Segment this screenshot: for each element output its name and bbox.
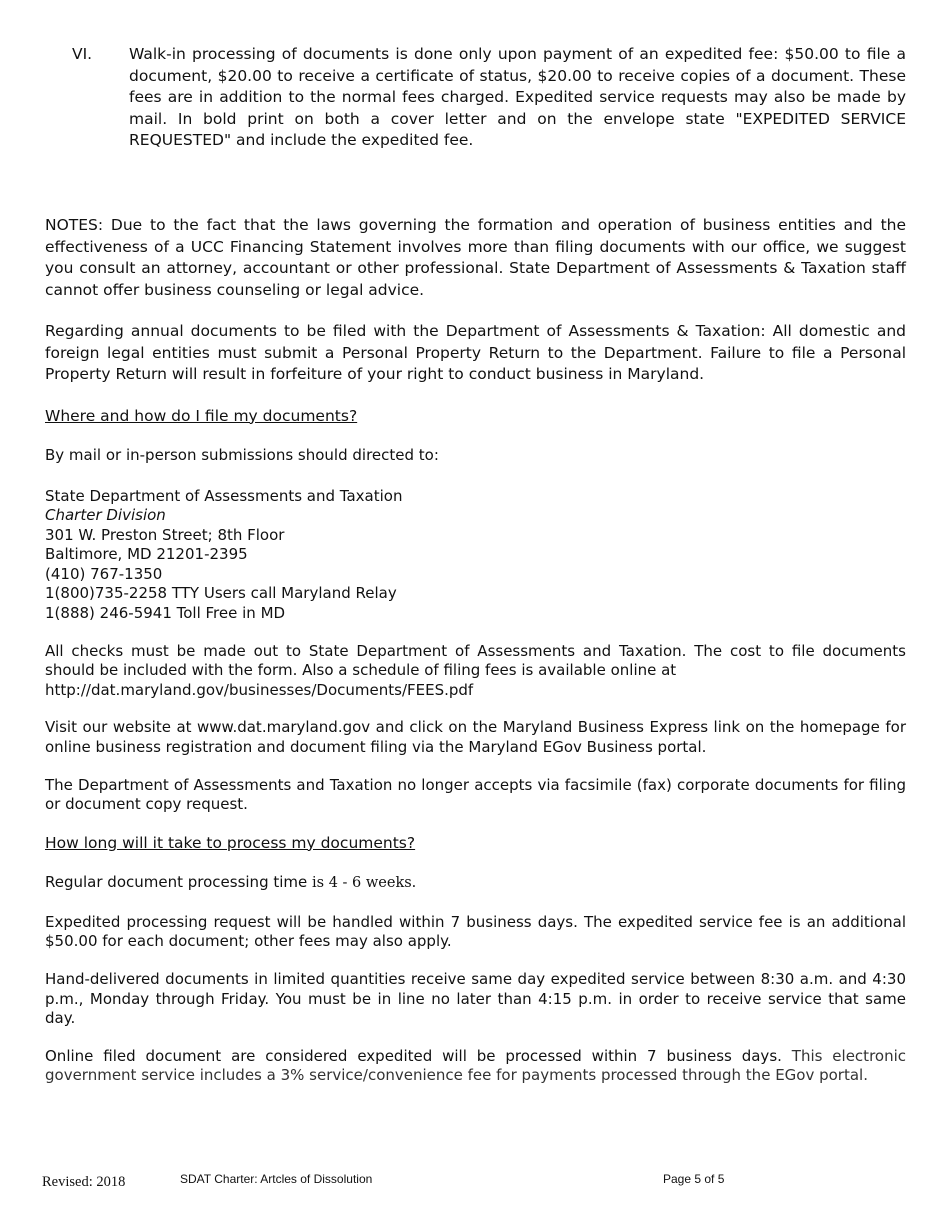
where-heading: Where and how do I file my documents?: [45, 406, 358, 425]
website-paragraph: Visit our website at www.dat.maryland.gov and click on the Maryland Business Express link on the homepage for online business registration and document filing via the Maryland EGov Business portal.: [45, 718, 906, 757]
numbered-item-vi: [72, 44, 906, 152]
mailing-address: [45, 487, 906, 624]
online-filing-paragraph: [45, 1047, 906, 1086]
document-body: [45, 215, 906, 1086]
fax-paragraph: The Department of Assessments and Taxation no longer accepts via facsimile (fax) corporate documents for filing or document copy request.: [45, 775, 906, 814]
online-filing-text: Online filed document are considered expedited will be processed within 7 business days.: [45, 1046, 792, 1065]
address-division: Charter Division: [45, 506, 166, 525]
checks-text: All checks must be made out to State Department of Assessments and Taxation. The cost to file documents should be included with the form. Also a schedule of filing fees is available online at: [45, 641, 906, 680]
expedited-paragraph: Expedited processing request will be handled within 7 business days. The expedited service fee is an additional $50.00 for each document; other fees may also apply.: [45, 912, 906, 951]
address-city: Baltimore, MD 21201-2395: [45, 545, 248, 564]
submission-intro: By mail or in-person submissions should directed to:: [45, 446, 439, 464]
item-number: VI.: [72, 45, 93, 63]
notes-paragraph: NOTES: Due to the fact that the laws governing the formation and operation of business entities and the effectiveness of a UCC Financing Statement involves more than filing documents with our office, we suggest you consult an attorney, accountant or other professional. State Department of Assessments & Taxation staff cannot offer business counseling or legal advice.: [45, 216, 906, 299]
address-phone: (410) 767-1350: [45, 564, 163, 583]
footer-title: SDAT Charter: Artcles of Dissolution: [180, 1172, 373, 1186]
address-tty: 1(800)735-2258 TTY Users call Maryland Relay: [45, 584, 397, 603]
egov-fee-text: This electronic government service includes a 3% service/convenience fee for payments processed through the EGov portal.: [45, 1046, 907, 1085]
footer-page-number: Page 5 of 5: [663, 1172, 725, 1186]
regular-time-value: is 4 - 6 weeks.: [312, 875, 417, 892]
hand-delivered-paragraph: Hand-delivered documents in limited quantities receive same day expedited service between 8:30 a.m. and 4:30 p.m., Monday through Friday. You must be in line no later than 4:15 p.m. in order to receive service that same day.: [45, 970, 906, 1028]
address-org: State Department of Assessments and Taxation: [45, 486, 403, 505]
footer-revised: Revised: 2018: [42, 1174, 126, 1190]
address-street: 301 W. Preston Street; 8th Floor: [45, 525, 285, 544]
annual-documents-paragraph: Regarding annual documents to be filed with the Department of Assessments & Taxation: All domestic and foreign legal entities must submit a Personal Property Return to the Department. Failure to file a Personal Property Return will result in forfeiture of your right to conduct business in Maryland.: [45, 322, 906, 383]
how-long-heading: How long will it take to process my documents?: [45, 833, 416, 852]
regular-time-text: Regular document processing time: [45, 873, 313, 892]
regular-time-paragraph: [45, 872, 906, 895]
checks-paragraph: [45, 642, 906, 701]
address-tollfree: 1(888) 246-5941 Toll Free in MD: [45, 604, 286, 623]
fees-url: http://dat.maryland.gov/businesses/Documents/FEES.pdf: [45, 680, 474, 699]
item-text: Walk-in processing of documents is done only upon payment of an expedited fee: $50.00 to file a document, $20.00 to receive a certificate of status, $20.00 to receive copies of a document. These fees are in addition to the normal fees charged. Expedited service requests may also be made by mail. In bold print on both a cover letter and on the envelope state "EXPEDITED SERVICE REQUESTED" and include the expedited fee.: [129, 45, 906, 149]
